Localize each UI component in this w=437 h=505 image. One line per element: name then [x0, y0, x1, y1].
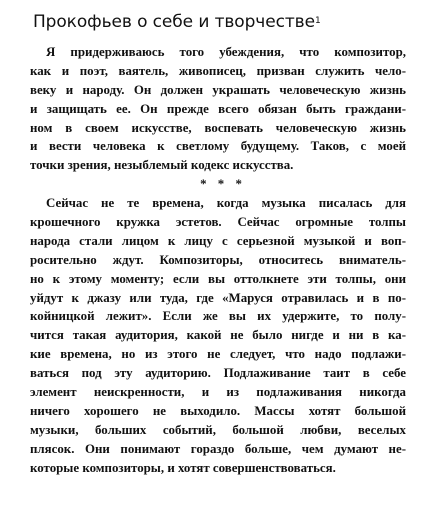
title-text: Прокофьев о себе и творчестве [33, 12, 315, 32]
text-line: крошечного кружка эстетов. Сейчас огромные толпы [30, 215, 406, 230]
text-line: которые композиторы, и хотят совершенствоваться. [30, 460, 336, 475]
page-title [33, 12, 321, 32]
text-line: чится такая аудитория, какой не было нигде и ни в ка- [30, 328, 406, 343]
text-line: ном в своем искусстве, воспевать человеческую жизнь [30, 120, 406, 135]
text-line: Я придерживаюсь того убеждения, что композитор, [46, 45, 406, 59]
text-line: музыки, больших событий, большой любви, веселых [30, 422, 406, 437]
text-line: кие времена, но из этого не следует, что надо подлажи- [30, 347, 406, 362]
text-line: Сейчас не те времена, когда музыка писалась для [46, 196, 406, 211]
footnote-mark: 1 [314, 16, 321, 26]
text-line: росительно ждут. Композиторы, относитесь вниматель- [30, 252, 406, 267]
text-line: ваться под эту аудиторию. Подлаживание таит в себе [30, 366, 406, 381]
section-separator: * * * [200, 177, 246, 192]
text-line: уйдут к джазу или туда, где «Маруся отравилась и в по- [30, 290, 406, 305]
text-line: веку и народу. Он должен украшать человеческую жизнь [30, 82, 406, 97]
text-line: ничего хорошего не выходило. Массы хотят большой [30, 403, 406, 418]
text-line: и защищать ее. Он прежде всего обязан быть граждани- [30, 101, 406, 116]
text-line: и вести человека к светлому будущему. Таков, с моей [30, 139, 406, 154]
text-line: народа стали лицом к лицу с серьезной музыкой и воп- [30, 233, 406, 248]
text-line: точки зрения, незыблемый кодекс искусства. [30, 158, 294, 173]
body-text [30, 43, 406, 477]
text-line: как и поэт, ваятель, живописец, призван служить чело- [30, 63, 406, 78]
text-line: плясок. Они понимают гораздо больше, чем думают не- [30, 441, 406, 456]
text-line: элемент неискренности, и из подлаживания никогда [30, 385, 406, 400]
paragraph-2 [30, 194, 406, 477]
paragraph-1 [30, 43, 406, 175]
text-line: койницкой лежит». Если же вы их удержите, то полу- [30, 309, 406, 324]
text-line: но к этому моменту; если вы оттолкнете эти толпы, они [30, 271, 406, 286]
